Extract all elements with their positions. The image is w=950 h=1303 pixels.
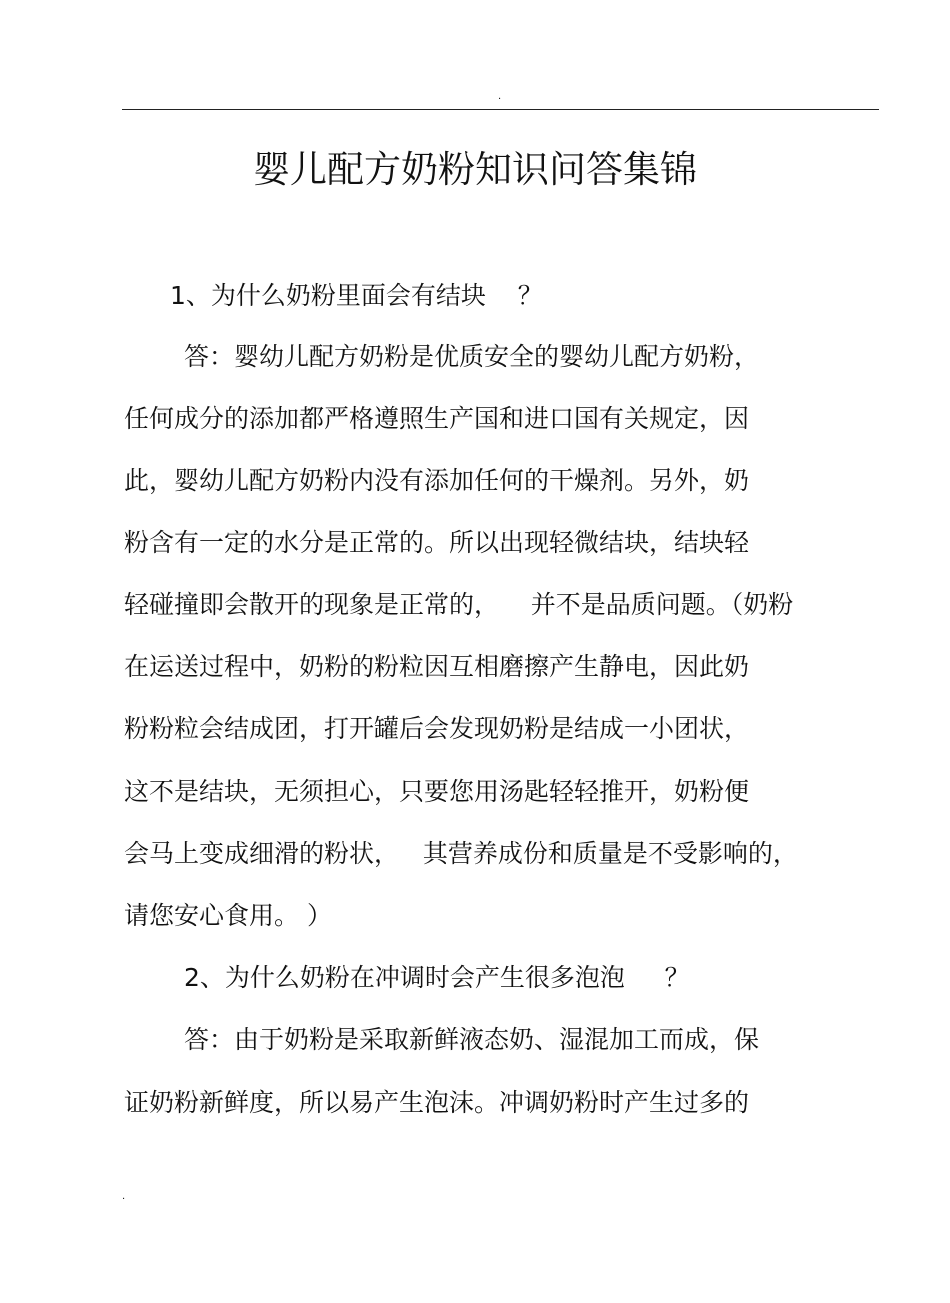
question-1: 1、为什么奶粉里面会有结块 ？ — [170, 281, 543, 310]
answer-1-line: 任何成分的添加都严格遵照生产国和进口国有关规定，因 — [124, 404, 750, 433]
answer-2-line: 答：由于奶粉是采取新鲜液态奶、湿混加工而成，保 — [184, 1025, 760, 1054]
header-rule — [122, 109, 879, 110]
answer-1-line: 粉含有一定的水分是正常的。所以出现轻微结块，结块轻 — [124, 528, 750, 557]
answer-1-line: 请您安心食用。 ） — [124, 901, 332, 930]
header-mark: . — [498, 91, 502, 102]
answer-1-line: 答：婴幼儿配方奶粉是优质安全的婴幼儿配方奶粉， — [184, 342, 760, 371]
answer-1-line: 这不是结块，无须担心，只要您用汤匙轻轻推开，奶粉便 — [124, 777, 750, 806]
footer-mark: . — [122, 1191, 126, 1202]
answer-1-line: 轻碰撞即会散开的现象是正常的， 并不是品质问题。（奶粉 — [124, 590, 794, 619]
document-title: 婴儿配方奶粉知识问答集锦 — [253, 148, 697, 191]
answer-1-line: 此，婴幼儿配方奶粉内没有添加任何的干燥剂。另外，奶 — [124, 466, 750, 495]
answer-1-line: 会马上变成细滑的粉状， 其营养成份和质量是不受影响的， — [124, 839, 798, 868]
answer-2-line: 证奶粉新鲜度，所以易产生泡沫。冲调奶粉时产生过多的 — [124, 1088, 750, 1117]
answer-1-line: 在运送过程中，奶粉的粉粒因互相磨擦产生静电，因此奶 — [124, 652, 750, 681]
question-2: 2、为什么奶粉在冲调时会产生很多泡泡 ？ — [184, 963, 690, 992]
answer-1-line: 粉粉粒会结成团，打开罐后会发现奶粉是结成一小团状， — [124, 714, 750, 743]
